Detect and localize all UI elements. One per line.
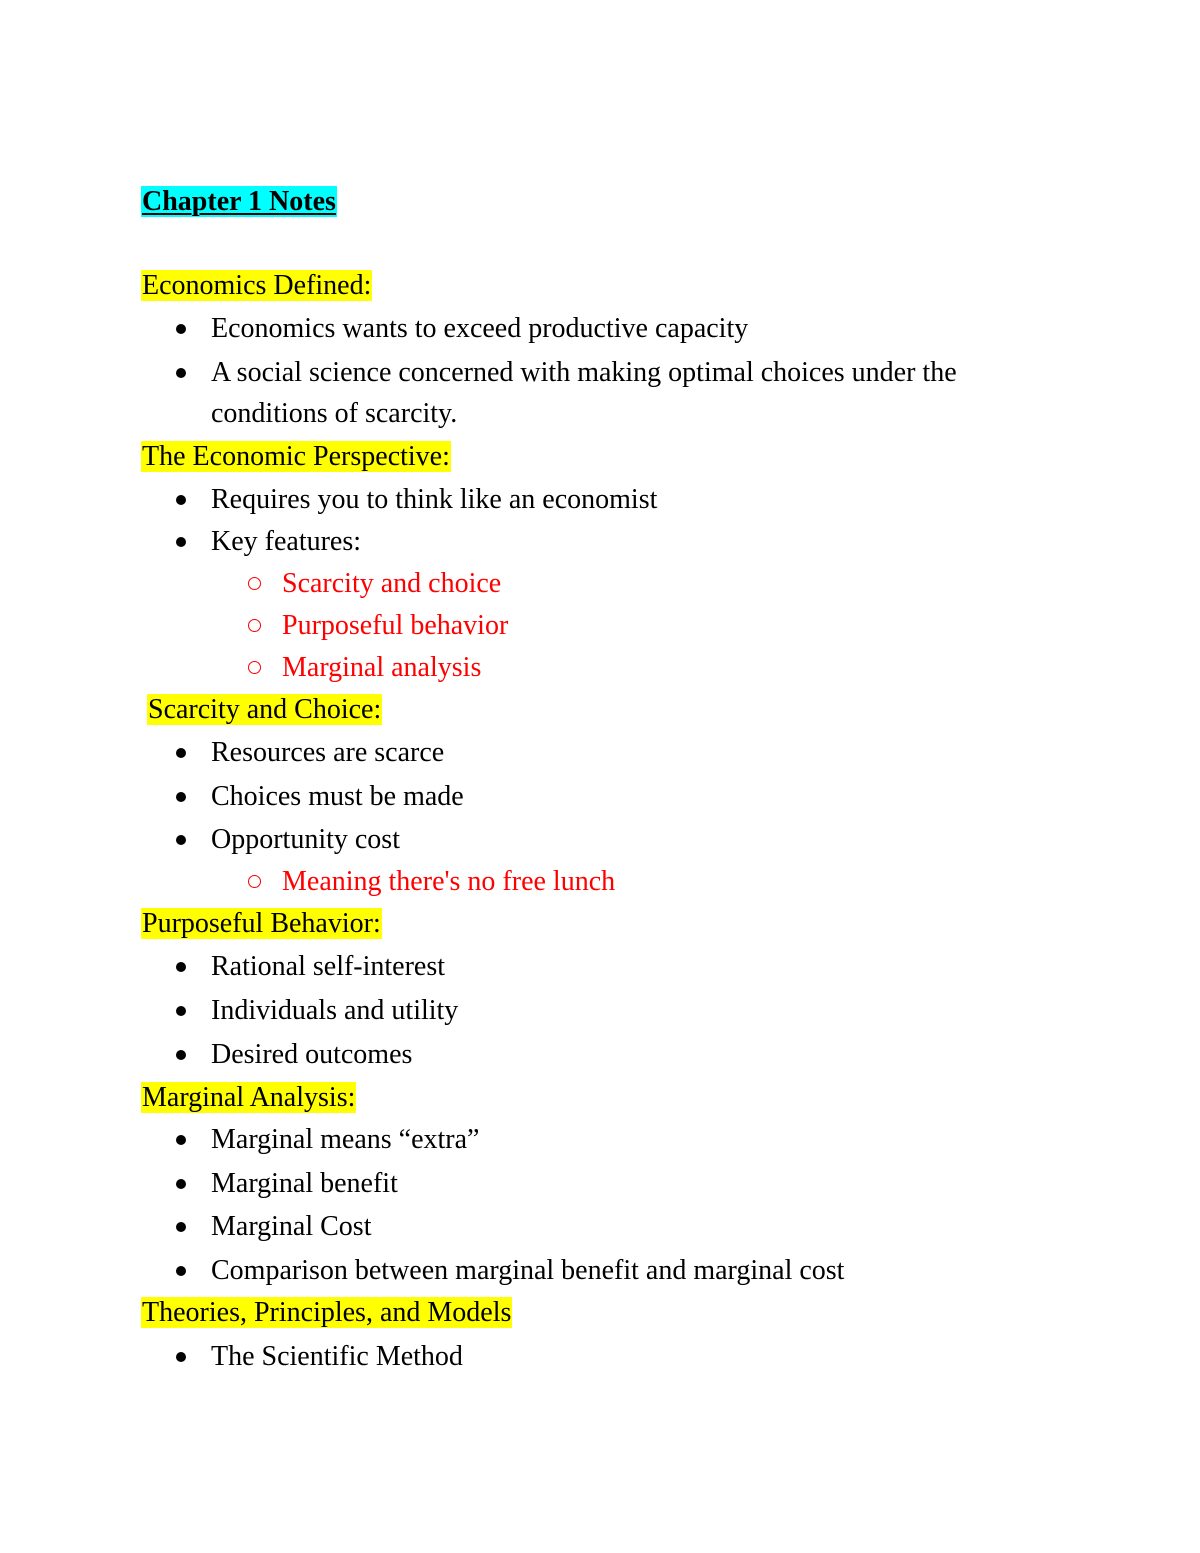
- list-item: Requires you to think like an economist: [211, 484, 658, 515]
- section-heading-theories-principles-models: [141, 1293, 512, 1333]
- bullet-icon: [176, 1337, 190, 1347]
- bullet-icon: [176, 1164, 190, 1174]
- list-item: Choices must be made: [211, 781, 464, 812]
- sub-list-item: Meaning there's no free lunch: [282, 866, 616, 897]
- sub-list-item: Scarcity and choice: [282, 568, 502, 599]
- bullet-icon: [176, 1120, 190, 1130]
- list-item: Desired outcomes: [211, 1039, 413, 1070]
- bullet-icon: [176, 353, 190, 363]
- section-heading-text: Theories, Principles, and Models: [142, 1297, 512, 1328]
- list-item: Individuals and utility: [211, 995, 459, 1026]
- section-heading-text: Economics Defined:: [142, 270, 372, 301]
- bullet-icon: [176, 1251, 190, 1261]
- list-item: Economics wants to exceed productive capacity: [211, 313, 749, 344]
- bullet-icon: [176, 947, 190, 957]
- bullet-icon: [176, 480, 190, 490]
- title-text: Chapter 1 Notes: [142, 186, 336, 217]
- list-item: Marginal means “extra”: [211, 1124, 480, 1155]
- section-heading-purposeful-behavior: [141, 904, 382, 944]
- hollow-bullet-icon: [248, 862, 264, 878]
- list-item: Comparison between marginal benefit and marginal cost: [211, 1255, 845, 1286]
- bullet-icon: [176, 733, 190, 743]
- list-item: Resources are scarce: [211, 737, 445, 768]
- bullet-icon: [176, 777, 190, 787]
- bullet-icon: [176, 309, 190, 319]
- section-heading-text: The Economic Perspective:: [142, 441, 450, 472]
- hollow-bullet-icon: [248, 648, 264, 664]
- page-title: [141, 182, 337, 222]
- section-heading-text: Marginal Analysis:: [142, 1082, 356, 1113]
- bullet-icon: [176, 1035, 190, 1045]
- list-item: Marginal Cost: [211, 1211, 372, 1242]
- list-item: Opportunity cost: [211, 824, 400, 855]
- sub-list-item: Marginal analysis: [282, 652, 482, 683]
- bullet-icon: [176, 1207, 190, 1217]
- sub-list-item: Purposeful behavior: [282, 610, 509, 641]
- list-item: Key features:: [211, 526, 362, 557]
- list-item: A social science concerned with making optimal choices under the: [211, 357, 957, 388]
- bullet-icon: [176, 522, 190, 532]
- section-heading-text: Scarcity and Choice:: [148, 694, 382, 725]
- section-heading-economic-perspective: [141, 437, 451, 477]
- section-heading-text: Purposeful Behavior:: [142, 908, 381, 939]
- section-heading-scarcity-and-choice: [147, 690, 382, 730]
- bullet-icon: [176, 820, 190, 830]
- list-item: Rational self-interest: [211, 951, 446, 982]
- list-item: The Scientific Method: [211, 1341, 463, 1372]
- hollow-bullet-icon: [248, 564, 264, 580]
- bullet-icon: [176, 991, 190, 1001]
- section-heading-marginal-analysis: [141, 1078, 356, 1118]
- list-item-continuation: conditions of scarcity.: [211, 398, 458, 429]
- section-heading-economics-defined: [141, 266, 372, 306]
- list-item: Marginal benefit: [211, 1168, 398, 1199]
- hollow-bullet-icon: [248, 606, 264, 622]
